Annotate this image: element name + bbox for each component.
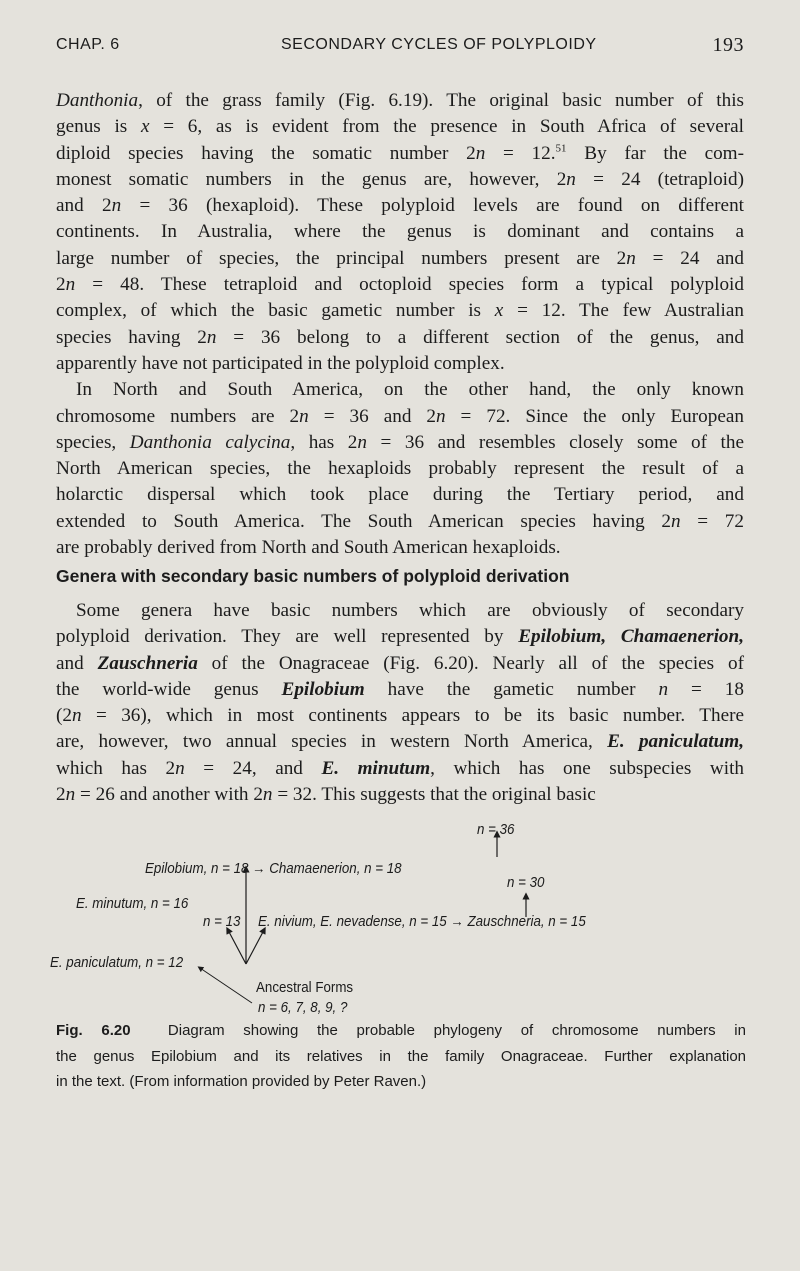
text-segment: E. paniculatum, xyxy=(607,731,744,753)
text-segment: = 36 and resembles closely some of the xyxy=(367,431,744,453)
text-segment: n xyxy=(566,168,576,190)
text-segment: = 36 and 2 xyxy=(308,405,436,427)
text-segment: have the gametic number xyxy=(364,678,659,700)
text-segment: n xyxy=(435,405,446,427)
text-segment: North American species, the hexaploids probably represent the result of a xyxy=(56,458,744,480)
text-segment: In North and South America, on the other hand, the only known xyxy=(76,379,744,401)
node-n36: n = 36 xyxy=(477,822,515,838)
node-n30: n = 30 xyxy=(507,875,545,891)
text-segment: = 12. The few Australian xyxy=(503,300,744,322)
text-segment: n xyxy=(658,678,669,700)
text-segment: n xyxy=(626,247,636,269)
text-segment: n xyxy=(175,757,185,779)
text-segment: n xyxy=(299,405,309,427)
text-segment: (2 xyxy=(56,705,72,727)
caption-line: the genus Epilobium and its relatives in the family Onagraceae. Further explanation xyxy=(56,1047,746,1065)
text-segment: Epilobium, Chamaenerion, xyxy=(518,626,744,648)
text-segment: continents. In Australia, where the genus is dominant and contains a xyxy=(56,221,744,243)
node-epilobium-chamaenerion: Epilobium, n = 18 → Chamaenerion, n = 18 xyxy=(145,861,402,877)
text-segment: Some genera have basic numbers which are obviously of secondary xyxy=(76,600,744,621)
text-segment: 51 xyxy=(555,142,567,155)
section-heading: Genera with secondary basic numbers of polyploid derivation xyxy=(56,566,570,586)
text-segment: n xyxy=(65,274,76,296)
text-segment: are probably derived from North and South American hexaploids. xyxy=(56,537,561,559)
text-segment: = 72. Since the only European xyxy=(445,405,744,427)
figure-caption xyxy=(56,1018,746,1095)
text-segment: n xyxy=(206,326,217,348)
node-minutum: E. minutum, n = 16 xyxy=(76,896,189,912)
node-ancestral: Ancestral Forms xyxy=(256,980,354,996)
text-segment: n xyxy=(65,784,76,806)
text-segment: apparently have not participated in the polyploid complex. xyxy=(56,352,505,374)
text-segment: = 26 and another with 2 xyxy=(75,784,263,806)
chapter-label: CHAP. 6 xyxy=(56,36,120,53)
text-segment: n xyxy=(475,142,486,164)
text-segment: = 48. These tetraploid and octoploid species form a typical polyploid xyxy=(75,274,744,296)
text-segment: species having 2 xyxy=(56,326,207,348)
text-segment: complex, of which the basic gametic number is xyxy=(56,300,495,322)
text-segment: large number of species, the principal numbers present are 2 xyxy=(56,247,627,269)
text-segment: the world-wide genus xyxy=(56,678,282,700)
text-segment: x xyxy=(140,116,150,138)
text-segment: diploid species having the somatic number 2 xyxy=(56,142,476,164)
text-segment: E. minutum xyxy=(321,757,431,779)
text-segment: chromosome numbers are 2 xyxy=(56,405,300,427)
text-segment: = 36 belong to a different section of the genus, and xyxy=(216,326,744,348)
text-segment: = 24 and xyxy=(635,247,744,269)
text-segment: which has 2 xyxy=(56,757,176,779)
text-segment: of the Onagraceae (Fig. 6.20). Nearly all of the species of xyxy=(197,652,744,674)
text-segment: n xyxy=(671,510,681,532)
text-segment: = 18 xyxy=(668,678,744,700)
text-segment: polyploid derivation. They are well represented by xyxy=(56,626,519,648)
text-segment: n xyxy=(262,784,273,806)
text-segment: = 24 (tetraploid) xyxy=(575,168,744,190)
text-segment: Epilobium xyxy=(281,678,365,700)
caption-label: Fig. 6.20 xyxy=(56,1022,131,1039)
text-segment: By far the com- xyxy=(566,142,745,164)
text-segment: are, however, two annual species in western North America, xyxy=(56,731,608,753)
text-segment: Zauschneria xyxy=(97,652,198,674)
text-segment: extended to South America. The South American species having 2 xyxy=(56,510,672,532)
text-segment: , which has one subspecies with xyxy=(430,757,744,779)
text-segment: 2 xyxy=(56,784,66,806)
node-paniculatum: E. paniculatum, n = 12 xyxy=(50,955,184,971)
text-segment: = 72 xyxy=(680,510,744,532)
text-segment: monest somatic numbers in the genus are, however, 2 xyxy=(56,168,567,190)
text-segment: genus is xyxy=(56,116,141,138)
text-segment: n xyxy=(71,705,82,727)
text-segment: , has 2 xyxy=(290,431,358,453)
text-segment: = 32. This suggests that the original basic xyxy=(272,784,596,806)
arrow-to-nivium xyxy=(246,930,264,964)
text-segment: = 24, and xyxy=(184,757,322,779)
caption-line: Diagram showing the probable phylogeny of chromosome numbers in xyxy=(167,1022,746,1039)
arrow-to-paniculatum xyxy=(200,968,252,1003)
text-segment: = 12. xyxy=(485,142,556,164)
text-segment: = 6, as is evident from the presence in South Africa of several xyxy=(149,116,745,138)
page-number: 193 xyxy=(712,34,744,56)
arrow-to-n13 xyxy=(228,930,246,964)
text-segment: Danthonia xyxy=(56,90,139,111)
text-segment: holarctic dispersal which took place during the Tertiary period, and xyxy=(56,484,744,506)
text-segment: , of the grass family (Fig. 6.19). The original basic number of this xyxy=(138,90,744,111)
text-segment: n xyxy=(111,195,122,217)
text-segment: and xyxy=(56,652,98,674)
node-nivium-zauschneria: E. nivium, E. nevadense, n = 15 → Zauschneria, n = 15 xyxy=(258,914,586,930)
text-segment: = 36), which in most continents appears to be its basic number. There xyxy=(81,705,744,727)
node-ancestral-n: n = 6, 7, 8, 9, ? xyxy=(258,1000,348,1016)
text-segment: and 2 xyxy=(56,195,112,217)
text-segment: = 36 (hexaploid). These polyploid levels are found on different xyxy=(121,195,744,217)
node-n13: n = 13 xyxy=(203,914,241,930)
caption-line: in the text. (From information provided by Peter Raven.) xyxy=(56,1073,427,1090)
text-segment: 2 xyxy=(56,274,66,296)
header-title: SECONDARY CYCLES OF POLYPLOIDY xyxy=(281,36,597,53)
text-segment: species, xyxy=(56,431,130,453)
text-segment: x xyxy=(494,300,504,322)
text-segment: n xyxy=(357,431,367,453)
text-segment: Danthonia calycina xyxy=(129,431,291,453)
